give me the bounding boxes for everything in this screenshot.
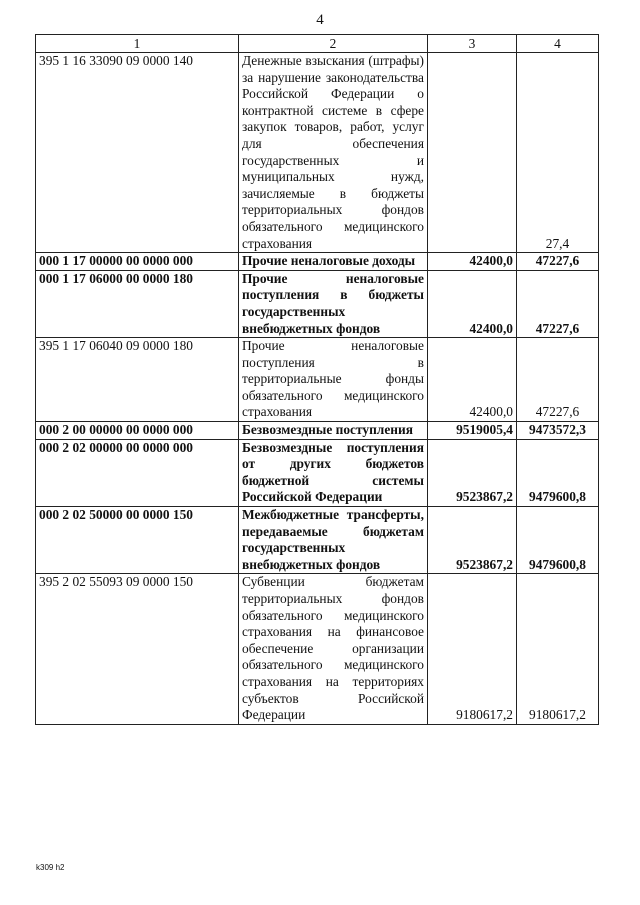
table-row xyxy=(36,439,599,506)
row-code: 000 1 17 00000 00 0000 000 xyxy=(36,253,239,271)
column-header-plan: 3 xyxy=(428,35,517,53)
table-row xyxy=(36,574,599,724)
row-col3: 9519005,4 xyxy=(428,422,517,440)
row-col4: 9473572,3 xyxy=(517,422,599,440)
row-name: Безвозмездные поступления от других бюджетов бюджетной системы Российской Федерации xyxy=(239,439,428,506)
row-name: Межбюджетные трансферты, передаваемые бюджетам государственных внебюджетных фондов xyxy=(239,507,428,574)
row-name: Прочие неналоговые поступления в территориальные фонды обязательного медицинского страхования xyxy=(239,338,428,422)
row-name: Прочие неналоговые доходы xyxy=(239,253,428,271)
row-name: Безвозмездные поступления xyxy=(239,422,428,440)
row-col3 xyxy=(428,53,517,253)
row-col4: 9479600,8 xyxy=(517,507,599,574)
table-header-row xyxy=(36,35,599,53)
row-code: 000 2 02 00000 00 0000 000 xyxy=(36,439,239,506)
row-col4: 27,4 xyxy=(517,53,599,253)
row-col4: 47227,6 xyxy=(517,338,599,422)
table-row xyxy=(36,338,599,422)
row-code: 395 1 17 06040 09 0000 180 xyxy=(36,338,239,422)
row-col4: 9180617,2 xyxy=(517,574,599,724)
row-col3: 42400,0 xyxy=(428,270,517,337)
row-col3: 42400,0 xyxy=(428,338,517,422)
row-name: Прочие неналоговые поступления в бюджеты государственных внебюджетных фондов xyxy=(239,270,428,337)
table-row xyxy=(36,507,599,574)
column-header-actual: 4 xyxy=(517,35,599,53)
table-row xyxy=(36,253,599,271)
table-row xyxy=(36,53,599,253)
document-footer-code: k309 h2 xyxy=(36,863,65,872)
row-name: Субвенции бюджетам территориальных фондов обязательного медицинского страхования на финансовое обеспечение организации обязательного медицинского страхования на территориях субъектов Российской Федерации xyxy=(239,574,428,724)
budget-table xyxy=(35,34,599,725)
row-col3: 42400,0 xyxy=(428,253,517,271)
row-col3: 9180617,2 xyxy=(428,574,517,724)
row-col4: 9479600,8 xyxy=(517,439,599,506)
table-row xyxy=(36,270,599,337)
row-code: 000 2 02 50000 00 0000 150 xyxy=(36,507,239,574)
row-col3: 9523867,2 xyxy=(428,439,517,506)
row-col3: 9523867,2 xyxy=(428,507,517,574)
row-col4: 47227,6 xyxy=(517,270,599,337)
column-header-code: 1 xyxy=(36,35,239,53)
row-code: 000 2 00 00000 00 0000 000 xyxy=(36,422,239,440)
row-code: 395 1 16 33090 09 0000 140 xyxy=(36,53,239,253)
row-code: 000 1 17 06000 00 0000 180 xyxy=(36,270,239,337)
page-number: 4 xyxy=(316,12,324,28)
column-header-name: 2 xyxy=(239,35,428,53)
row-col4: 47227,6 xyxy=(517,253,599,271)
row-name: Денежные взыскания (штрафы) за нарушение законодательства Российской Федерации о контрактной системе в сфере закупок товаров, работ, услуг для обеспечения государственных и муниципальных нужд, зачисляемые в бюджеты территориальных фондов обязательного медицинского страхования xyxy=(239,53,428,253)
row-code: 395 2 02 55093 09 0000 150 xyxy=(36,574,239,724)
table-row xyxy=(36,422,599,440)
